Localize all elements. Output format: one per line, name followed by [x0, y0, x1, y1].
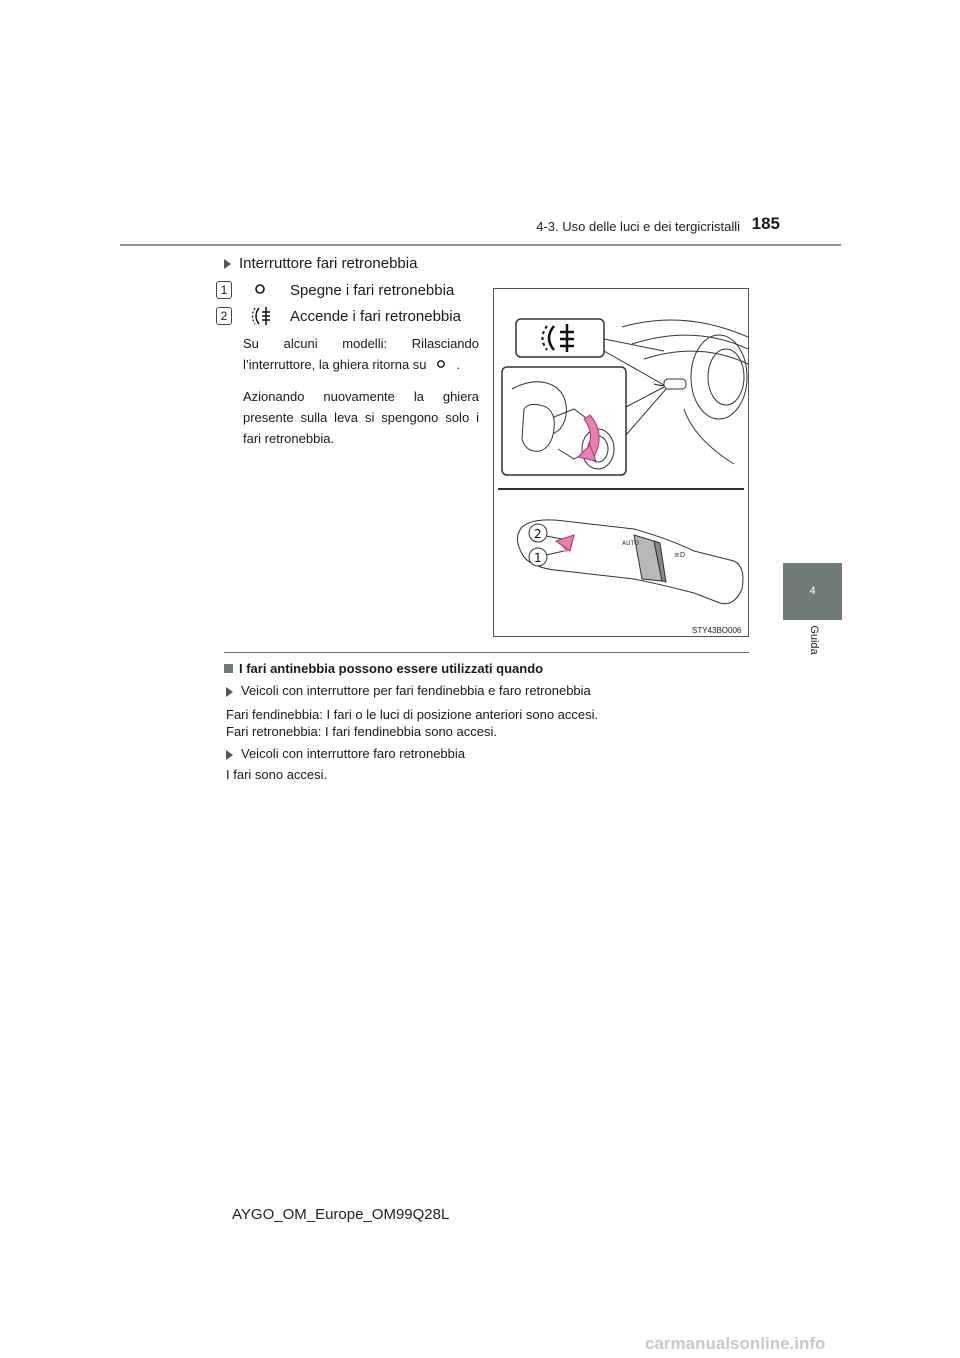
usage-heading-text: I fari antinebbia possono essere utilizzati quando	[239, 661, 544, 676]
usage-divider	[224, 652, 749, 653]
hand-zoom-box	[502, 367, 626, 475]
square-bullet-icon	[224, 664, 233, 673]
release-note-line-1: Su alcuni modelli: Rilasciando	[243, 336, 479, 351]
usage-heading	[224, 661, 543, 676]
off-circle-icon	[242, 280, 278, 300]
illustration-drawing	[494, 289, 748, 636]
fog-switch-heading-text: Interruttore fari retronebbia	[239, 255, 418, 272]
rear-fog-light-icon	[242, 306, 278, 326]
vehicle-type-2	[226, 746, 465, 761]
triangle-bullet-icon	[226, 750, 233, 760]
switch-item-label: Accende i fari retronebbia	[290, 307, 461, 325]
vehicle-type-1-text: Veicoli con interruttore per fari fendinebbia e faro retronebbia	[241, 683, 591, 698]
watermark: carmanualsonline.info	[645, 1334, 826, 1353]
chapter-label: Guida	[808, 625, 820, 655]
triangle-bullet-icon	[224, 259, 231, 269]
rear-fog-condition: Fari retronebbia: I fari fendinebbia sono accesi.	[226, 724, 497, 739]
fog-switch-illustration	[493, 288, 749, 637]
item-number-badge: 1	[216, 281, 232, 299]
repeat-note-line-3: fari retronebbia.	[243, 431, 335, 446]
section-title: 4-3. Uso delle luci e dei tergicristalli	[536, 219, 740, 234]
fog-switch-heading	[224, 255, 417, 272]
chapter-tab[interactable]: 4	[783, 563, 842, 620]
switch-item-off	[216, 280, 454, 300]
repeat-note-line-2: presente sulla leva si spengono solo i	[243, 410, 479, 425]
document-code: AYGO_OM_Europe_OM99Q28L	[232, 1206, 450, 1223]
triangle-bullet-icon	[226, 687, 233, 697]
repeat-note	[243, 386, 479, 449]
page-number: 185	[751, 214, 780, 233]
switch-item-on	[216, 306, 461, 326]
release-note	[243, 333, 479, 375]
release-note-line-2: l’interruttore, la ghiera ritorna su .	[243, 357, 461, 372]
callout-2-label: 2	[534, 527, 542, 541]
repeat-note-line-1: Azionando nuovamente la ghiera	[243, 389, 479, 404]
header-divider	[120, 244, 841, 246]
vehicle-type-2-text: Veicoli con interruttore faro retronebbia	[241, 746, 466, 761]
callout-1-label: 1	[534, 551, 542, 565]
vehicle-type-1	[226, 683, 591, 698]
off-circle-icon	[427, 358, 457, 370]
svg-text:≡D: ≡D	[674, 551, 686, 559]
item-number-badge: 2	[216, 307, 232, 325]
figure-code: STY43BO006	[692, 626, 742, 635]
switch-item-label: Spegne i fari retronebbia	[290, 281, 455, 299]
vehicle-type-2-condition: I fari sono accesi.	[226, 767, 328, 782]
front-fog-condition: Fari fendinebbia: I fari o le luci di posizione anteriori sono accesi.	[226, 707, 599, 722]
svg-text:AUTO: AUTO	[622, 540, 639, 547]
vehicle-type-1-conditions	[226, 706, 598, 740]
